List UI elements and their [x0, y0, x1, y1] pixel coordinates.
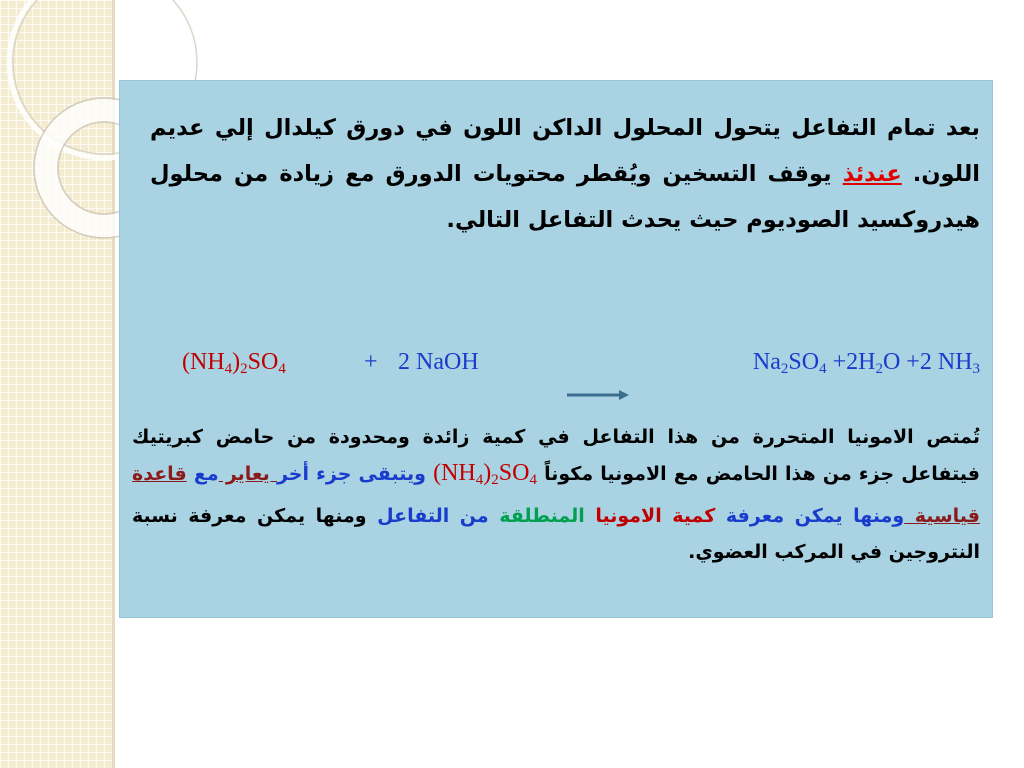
reactant-naoh: 2 NaOH	[398, 349, 479, 375]
chem-part: O +2 NH	[882, 349, 973, 375]
chem-sub: 4	[529, 472, 537, 488]
chem-sub: 2	[875, 361, 883, 377]
keyword-ammonia-amount: كمية الامونيا	[595, 505, 716, 527]
para2-line3-seg1: ويتبقى جزء أخر	[276, 463, 426, 485]
para1-line2-start: إلي عديم اللون.	[150, 115, 981, 187]
paragraph-ammonia-titration	[132, 419, 980, 570]
chem-part: +2H	[826, 349, 876, 375]
chem-part: SO	[788, 349, 820, 375]
paragraph-kjeldahl-procedure	[150, 105, 980, 243]
para2-line1: تُمتص الامونيا المتحررة من هذا التفاعل في كمية زائدة ومحدودة من حامض	[215, 426, 980, 448]
para1-line3: مع زيادة من محلول هيدروكسيد الصوديوم حيث يحدث التفاعل	[150, 161, 980, 233]
chem-sub: 3	[972, 361, 980, 377]
para2-line3-seg3: مع	[186, 463, 219, 485]
para2-line3-seg5: ومنها يمكن معرفة	[715, 505, 905, 527]
reactant-ammonium-sulfate	[182, 349, 286, 389]
chem-sub: 4	[475, 472, 484, 488]
chem-sub: 2	[240, 361, 248, 377]
equation-plus: +	[364, 349, 378, 375]
chem-part: SO	[247, 349, 279, 375]
chem-part: )	[483, 460, 492, 486]
para1-line4: التالي.	[446, 207, 520, 233]
chem-sub: 4	[278, 361, 286, 377]
para1-line2-end: يوقف التسخين ويُقطر محتويات الدورق	[385, 161, 843, 187]
chem-part: SO	[498, 460, 530, 486]
chem-sub: 4	[224, 361, 233, 377]
reaction-arrow-icon	[565, 388, 631, 402]
inline-ammonium-sulfate	[433, 455, 537, 498]
chem-part: )	[232, 349, 241, 375]
chem-sub: 2	[780, 361, 789, 377]
keyword-then: عندئذ	[842, 161, 902, 187]
products	[753, 349, 980, 389]
keyword-released: المنطلقة	[499, 505, 585, 527]
keyword-standard-base: قاعدة قياسية	[132, 463, 980, 527]
para2-line4-seg2: من التفاعل	[377, 505, 500, 527]
para2-line2: كبريتيك فيتفاعل جزء من هذا الحامض مع الامونيا مكوناً	[132, 426, 980, 485]
chem-sub: 2	[491, 472, 499, 488]
keyword-titrate: يعاير	[218, 463, 277, 485]
para2-line4-seg3: ومنها يمكن معرفة نسبة النتروجين في المركب العضوي.	[132, 505, 980, 563]
chem-part: (NH	[182, 349, 225, 375]
chem-sub: 4	[819, 361, 827, 377]
content-panel	[120, 81, 992, 617]
chem-part: (NH	[433, 460, 476, 486]
chem-part: Na	[752, 349, 781, 375]
para1-line1: بعد تمام التفاعل يتحول المحلول الداكن اللون في دورق كيلدال	[264, 115, 981, 141]
